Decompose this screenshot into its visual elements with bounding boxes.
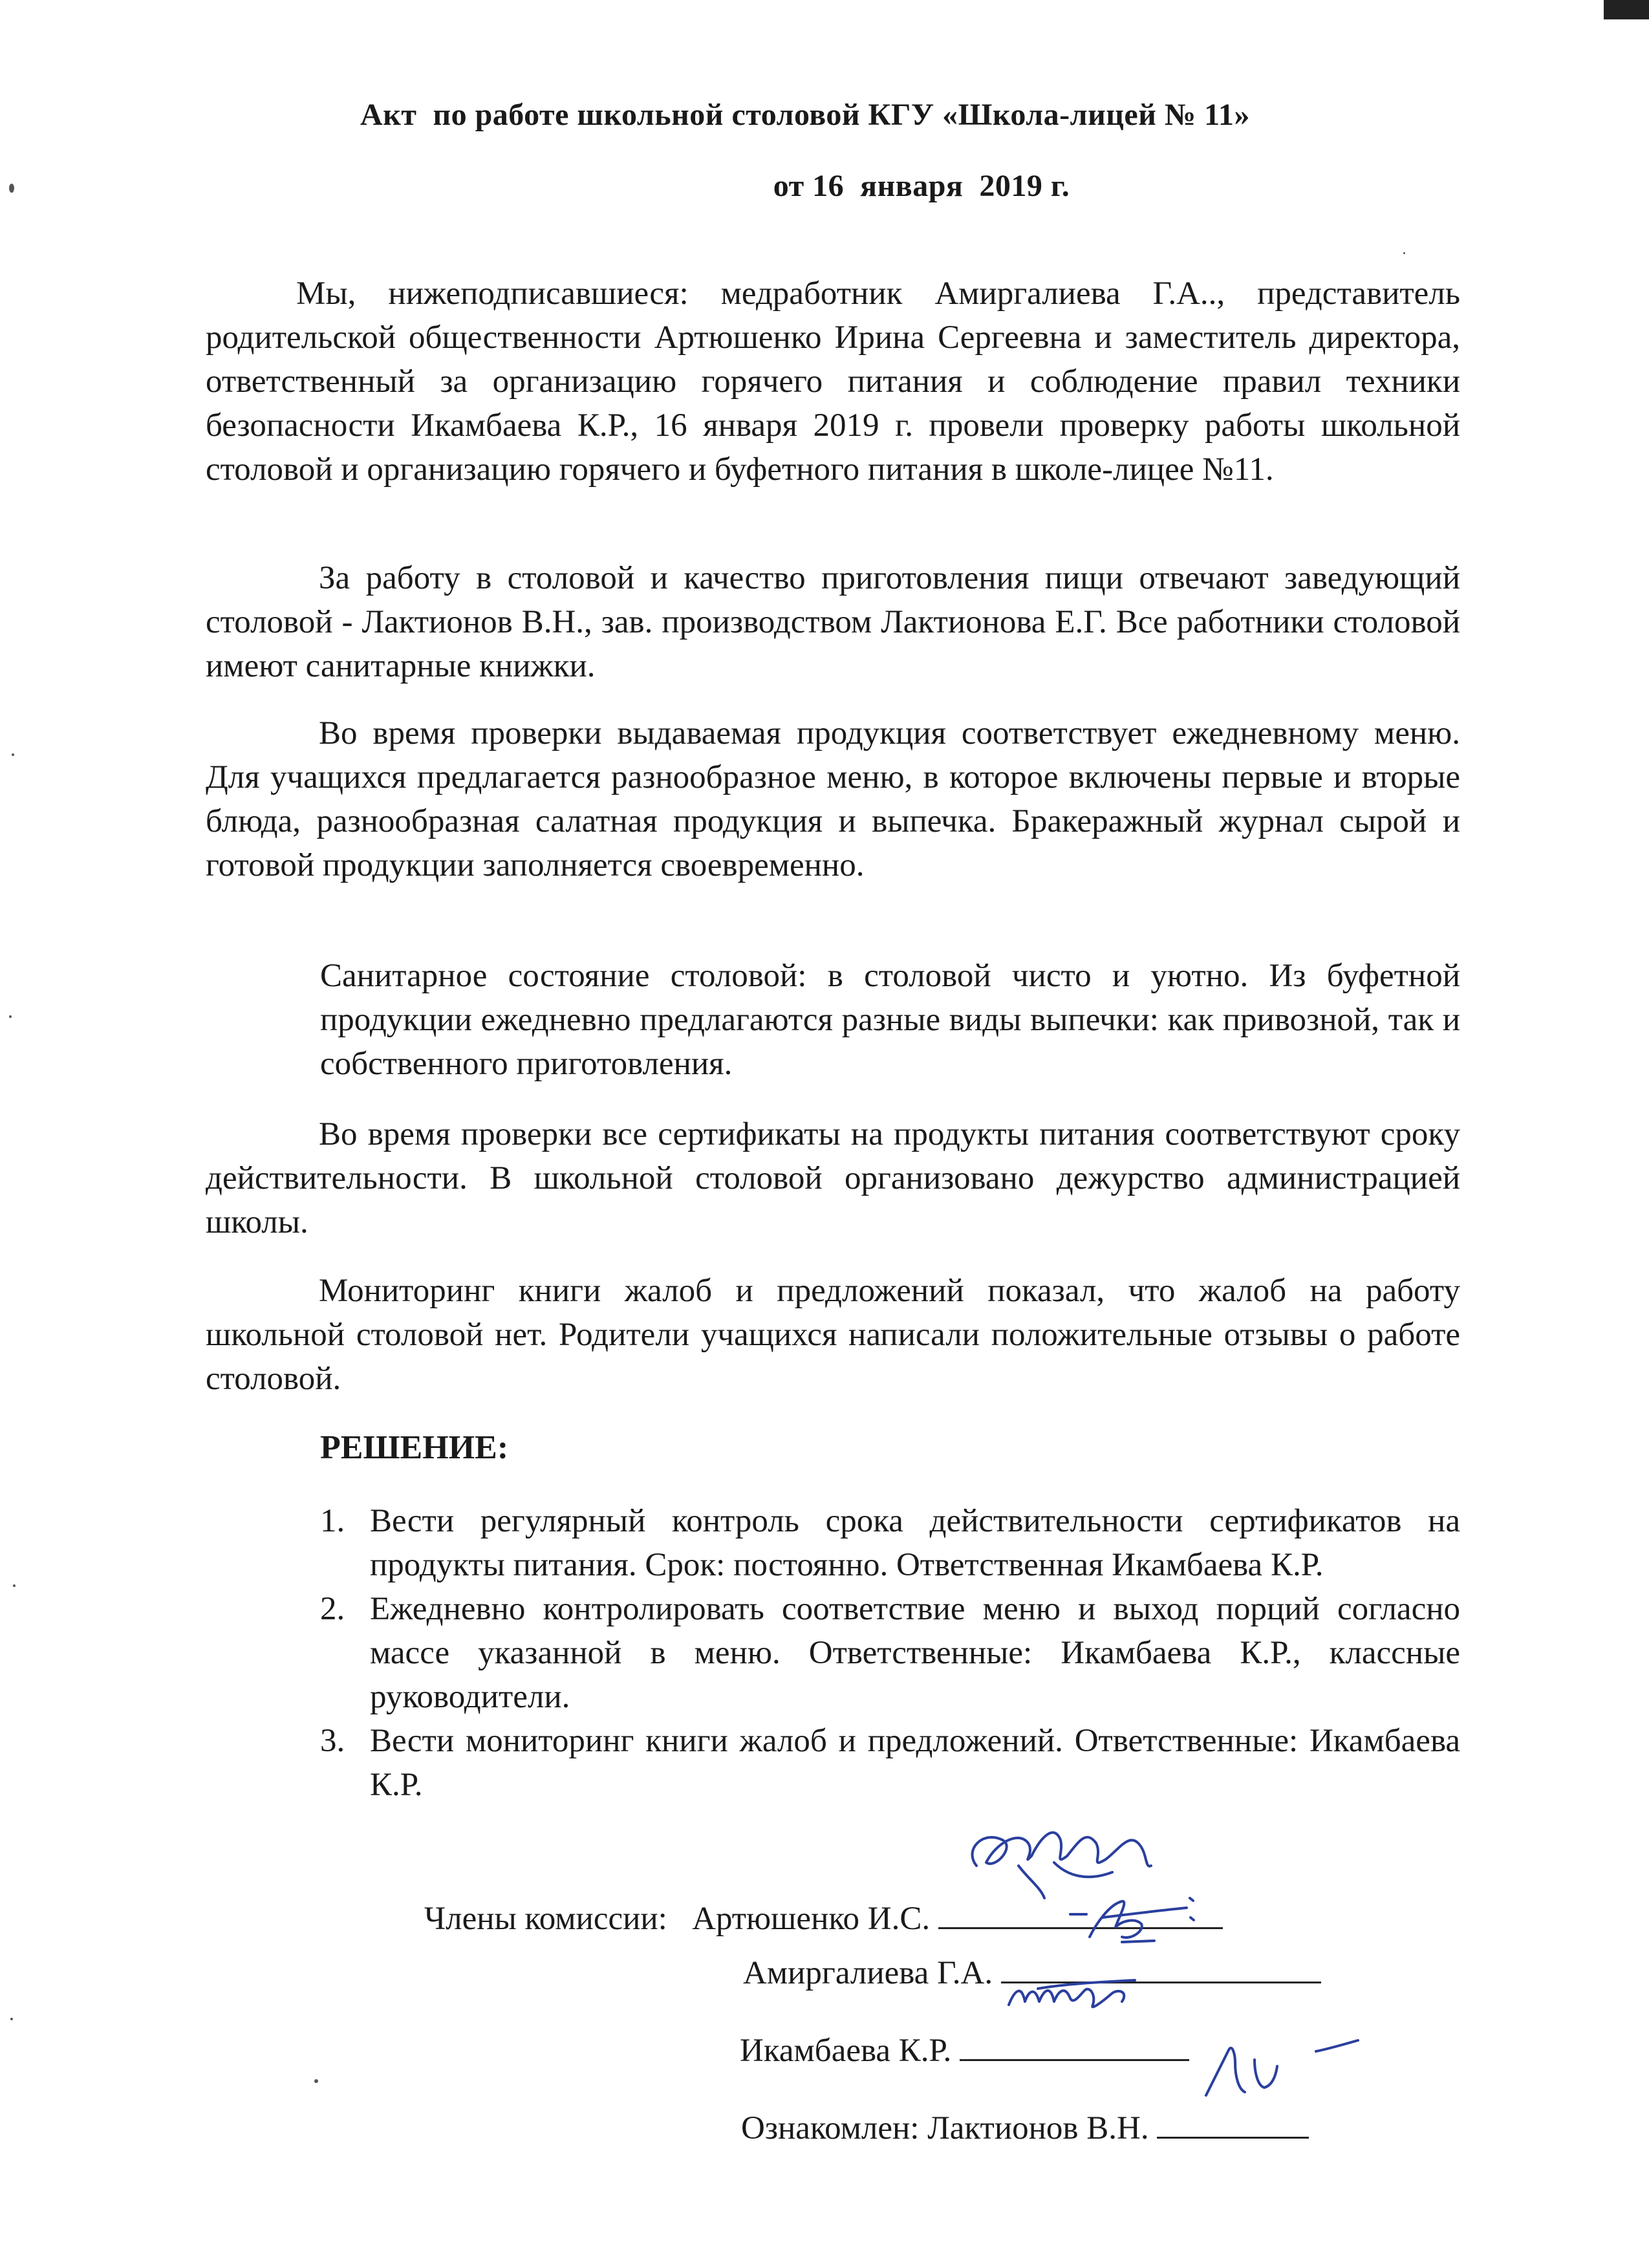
scan-speck bbox=[13, 1584, 16, 1587]
scan-speck bbox=[9, 1015, 12, 1018]
decision-item-text: Вести мониторинг книги жалоб и предложений. Ответственные: Икамбаева К.Р. bbox=[370, 1723, 1460, 1803]
signature-laktionov bbox=[1200, 2024, 1368, 2108]
member-name: Амиргалиева Г.А. bbox=[743, 1955, 993, 1991]
signature-amirgalieva bbox=[1057, 1879, 1219, 1956]
decision-list bbox=[320, 1499, 1460, 1807]
paragraph-complaints: Мониторинг книги жалоб и предложений показал, что жалоб на работу школьной столовой нет. Родители учащихся написали положительные отзывы о работе столовой. bbox=[206, 1273, 1460, 1397]
scan-artifact bbox=[1604, 0, 1649, 19]
commission-label: Члены комиссии: bbox=[424, 1901, 667, 1937]
paragraph-sanitary: Санитарное состояние столовой: в столовой чисто и уютно. Из буфетной продукции ежедневно предлагаются разные виды выпечки: как привозной, так и собственного приготовления. bbox=[320, 958, 1460, 1082]
paragraph-menu: Во время проверки выдаваемая продукция соответствует ежедневному меню. Для учащихся предлагается разнообразное меню, в которое включены первые и вторые блюда, разнообразная салатная продукция и выпечка. Бракеражный журнал сырой и готовой продукции заполняется своевременно. bbox=[206, 715, 1460, 883]
decision-item-text: Ежедневно контролировать соответствие меню и выход порций согласно массе указанной в меню. Ответственные: Икамбаева К.Р., классные руководители. bbox=[370, 1591, 1460, 1715]
paragraph-certificates: Во время проверки все сертификаты на продукты питания соответствуют сроку действительности. В школьной столовой организовано дежурство администрацией школы. bbox=[206, 1116, 1460, 1240]
paragraph-intro: Мы, нижеподписавшиеся: медработник Амиргалиева Г.А.., представитель родительской общественности Артюшенко Ирина Сергеевна и заместитель директора, ответственный за организацию горячего питания и соблюдение правил техники безопасности Икамбаева К.Р., 16 января 2019 г. провели проверку работы школьной столовой и организацию горячего и буфетного питания в школе-лицее №11. bbox=[206, 275, 1460, 488]
acknowledged-name: Лактионов В.Н. bbox=[927, 2110, 1149, 2146]
scan-speck bbox=[12, 753, 14, 756]
scan-speck bbox=[10, 2018, 13, 2020]
document-date: от 16 января 2019 г. bbox=[773, 169, 1070, 203]
decision-item bbox=[320, 1587, 1460, 1719]
decision-heading: РЕШЕНИЕ: bbox=[320, 1429, 509, 1466]
signature-line bbox=[960, 2023, 1189, 2061]
paragraph-staff: За работу в столовой и качество приготовления пищи отвечают заведующий столовой - Лактионов В.Н., зав. производством Лактионова Е.Г. Все работники столовой имеют санитарные книжки. bbox=[206, 560, 1460, 684]
signature-ikambaeva bbox=[999, 1966, 1148, 2024]
decision-item-number: 3. bbox=[320, 1723, 345, 1759]
document-title: Акт по работе школьной столовой КГУ «Школа-лицей № 11» bbox=[360, 98, 1250, 132]
member-name: Артюшенко И.С. bbox=[692, 1901, 931, 1937]
decision-item-number: 2. bbox=[320, 1591, 345, 1627]
acknowledged-label: Ознакомлен: bbox=[741, 2110, 920, 2146]
scan-speck bbox=[9, 184, 14, 193]
decision-item bbox=[320, 1719, 1460, 1807]
member-name: Икамбаева К.Р. bbox=[740, 2033, 952, 2069]
decision-item-number: 1. bbox=[320, 1503, 345, 1539]
scan-speck bbox=[314, 2079, 318, 2083]
decision-item-text: Вести регулярный контроль срока действительности сертификатов на продукты питания. Срок: постоянно. Ответственная Икамбаева К.Р. bbox=[370, 1503, 1460, 1583]
decision-item bbox=[320, 1499, 1460, 1587]
scan-speck bbox=[1403, 252, 1405, 254]
